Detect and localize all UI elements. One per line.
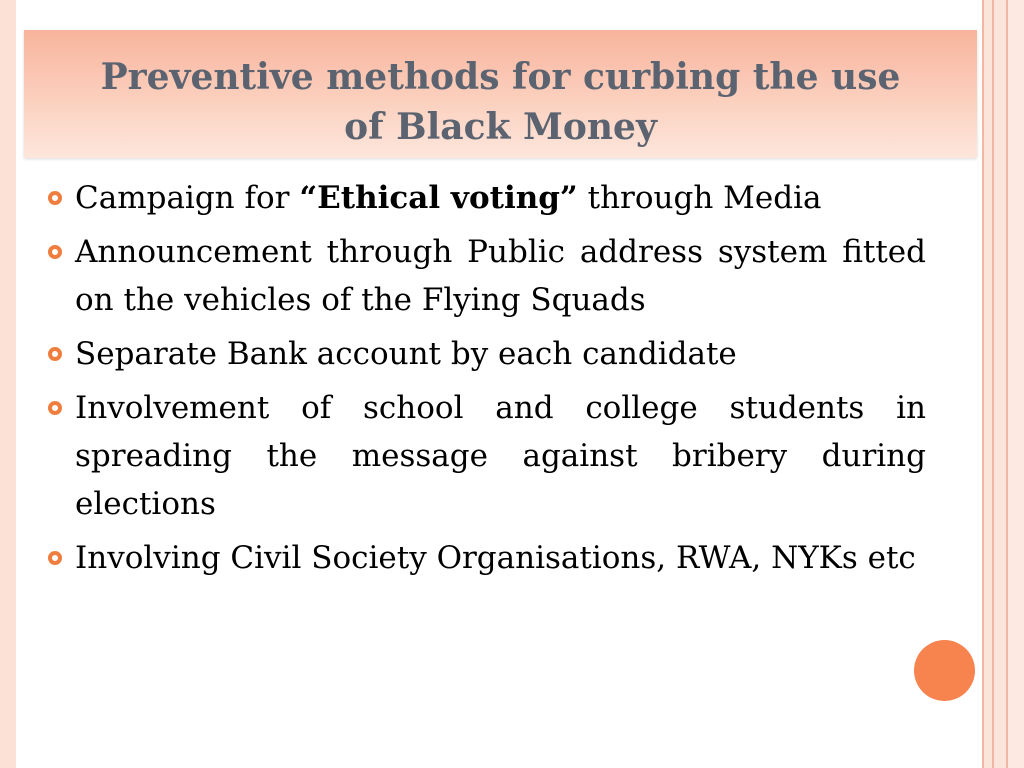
ring-bullet-icon xyxy=(48,245,62,259)
ring-bullet-icon xyxy=(48,401,62,415)
bullet-text: Separate Bank account by each candidate xyxy=(75,336,737,372)
ring-bullet-icon xyxy=(48,191,62,205)
bullet-item xyxy=(42,534,926,582)
title-line-1: Preventive methods for curbing the use xyxy=(100,56,901,98)
bullet-text: Announcement through Public address system fitted on the vehicles of the Flying Squads xyxy=(75,234,926,318)
bullet-item xyxy=(42,384,926,528)
decorative-orange-circle xyxy=(914,640,975,701)
slide-title xyxy=(24,52,977,152)
bullet-text: Campaign for xyxy=(75,180,300,216)
bullet-bold-text: “Ethical voting” xyxy=(299,180,578,216)
ring-bullet-icon xyxy=(48,551,62,565)
bullet-item xyxy=(42,330,926,378)
bullet-item xyxy=(42,228,926,324)
bullet-text: Involvement of school and college students in spreading the message against bribery during elections xyxy=(75,390,926,522)
title-line-2: of Black Money xyxy=(344,106,657,148)
left-decorative-border xyxy=(0,0,16,768)
ring-bullet-icon xyxy=(48,347,62,361)
bullet-text-tail: through Media xyxy=(577,180,822,216)
bullet-list xyxy=(42,174,926,588)
right-decorative-stripes xyxy=(976,0,1024,768)
bullet-item xyxy=(42,174,926,222)
bullet-text: Involving Civil Society Organisations, RWA, NYKs etc xyxy=(75,540,916,576)
